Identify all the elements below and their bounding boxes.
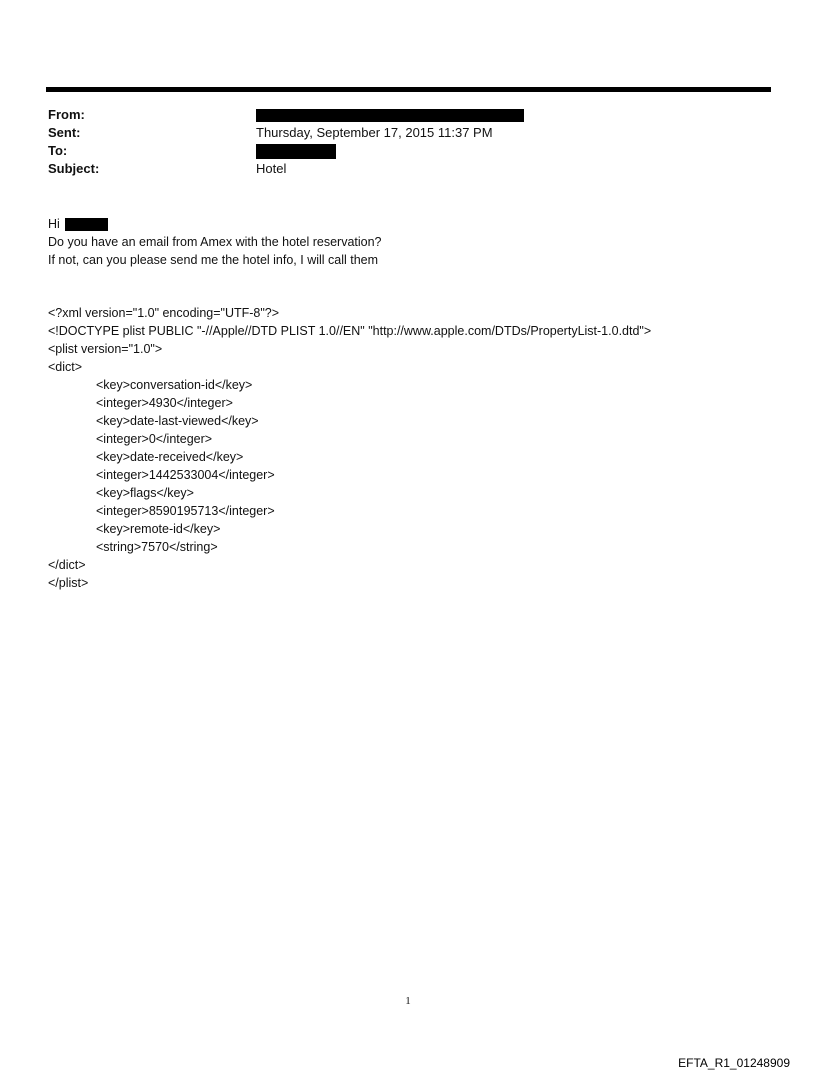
document-id: EFTA_R1_01248909	[678, 1056, 790, 1070]
subject-row	[48, 160, 748, 178]
plist-line: </plist>	[48, 576, 89, 590]
email-body	[48, 215, 382, 269]
plist-line: <key>date-last-viewed</key>	[96, 414, 259, 428]
sent-row	[48, 124, 748, 142]
from-value	[256, 106, 524, 124]
plist-line: <!DOCTYPE plist PUBLIC "-//Apple//DTD PLIST 1.0//EN" "http://www.apple.com/DTDs/PropertyList-1.0.dtd">	[48, 324, 652, 338]
plist-line: <integer>4930</integer>	[96, 396, 233, 410]
subject-value: Hotel	[256, 161, 287, 176]
to-value	[256, 142, 336, 160]
from-label: From:	[48, 107, 85, 122]
redaction-from	[256, 109, 524, 122]
plist-line: <key>flags</key>	[96, 486, 194, 500]
subject-label: Subject:	[48, 161, 100, 176]
to-row	[48, 142, 748, 160]
plist-line: <integer>1442533004</integer>	[96, 468, 275, 482]
plist-line: <string>7570</string>	[96, 540, 218, 554]
plist-line: <integer>0</integer>	[96, 432, 213, 446]
top-rule	[46, 87, 771, 92]
body-line-1: Do you have an email from Amex with the hotel reservation?	[48, 235, 382, 249]
email-header	[48, 106, 748, 178]
plist-line: <dict>	[48, 360, 83, 374]
greeting-text: Hi	[48, 217, 60, 231]
plist-line: <key>remote-id</key>	[96, 522, 221, 536]
plist-line: <plist version="1.0">	[48, 342, 163, 356]
plist-line: <key>conversation-id</key>	[96, 378, 253, 392]
page-number: 1	[405, 995, 411, 1007]
redaction-to	[256, 144, 336, 159]
body-line-2: If not, can you please send me the hotel info, I will call them	[48, 253, 379, 267]
sent-value: Thursday, September 17, 2015 11:37 PM	[256, 125, 493, 140]
greeting-line	[48, 215, 382, 233]
redaction-greeting	[65, 218, 108, 231]
plist-line: <key>date-received</key>	[96, 450, 244, 464]
plist-line: </dict>	[48, 558, 86, 572]
sent-label: Sent:	[48, 125, 81, 140]
to-label: To:	[48, 143, 68, 158]
plist-block	[48, 304, 651, 592]
plist-line: <?xml version="1.0" encoding="UTF-8"?>	[48, 306, 280, 320]
plist-line: <integer>8590195713</integer>	[96, 504, 275, 518]
from-row	[48, 106, 748, 124]
